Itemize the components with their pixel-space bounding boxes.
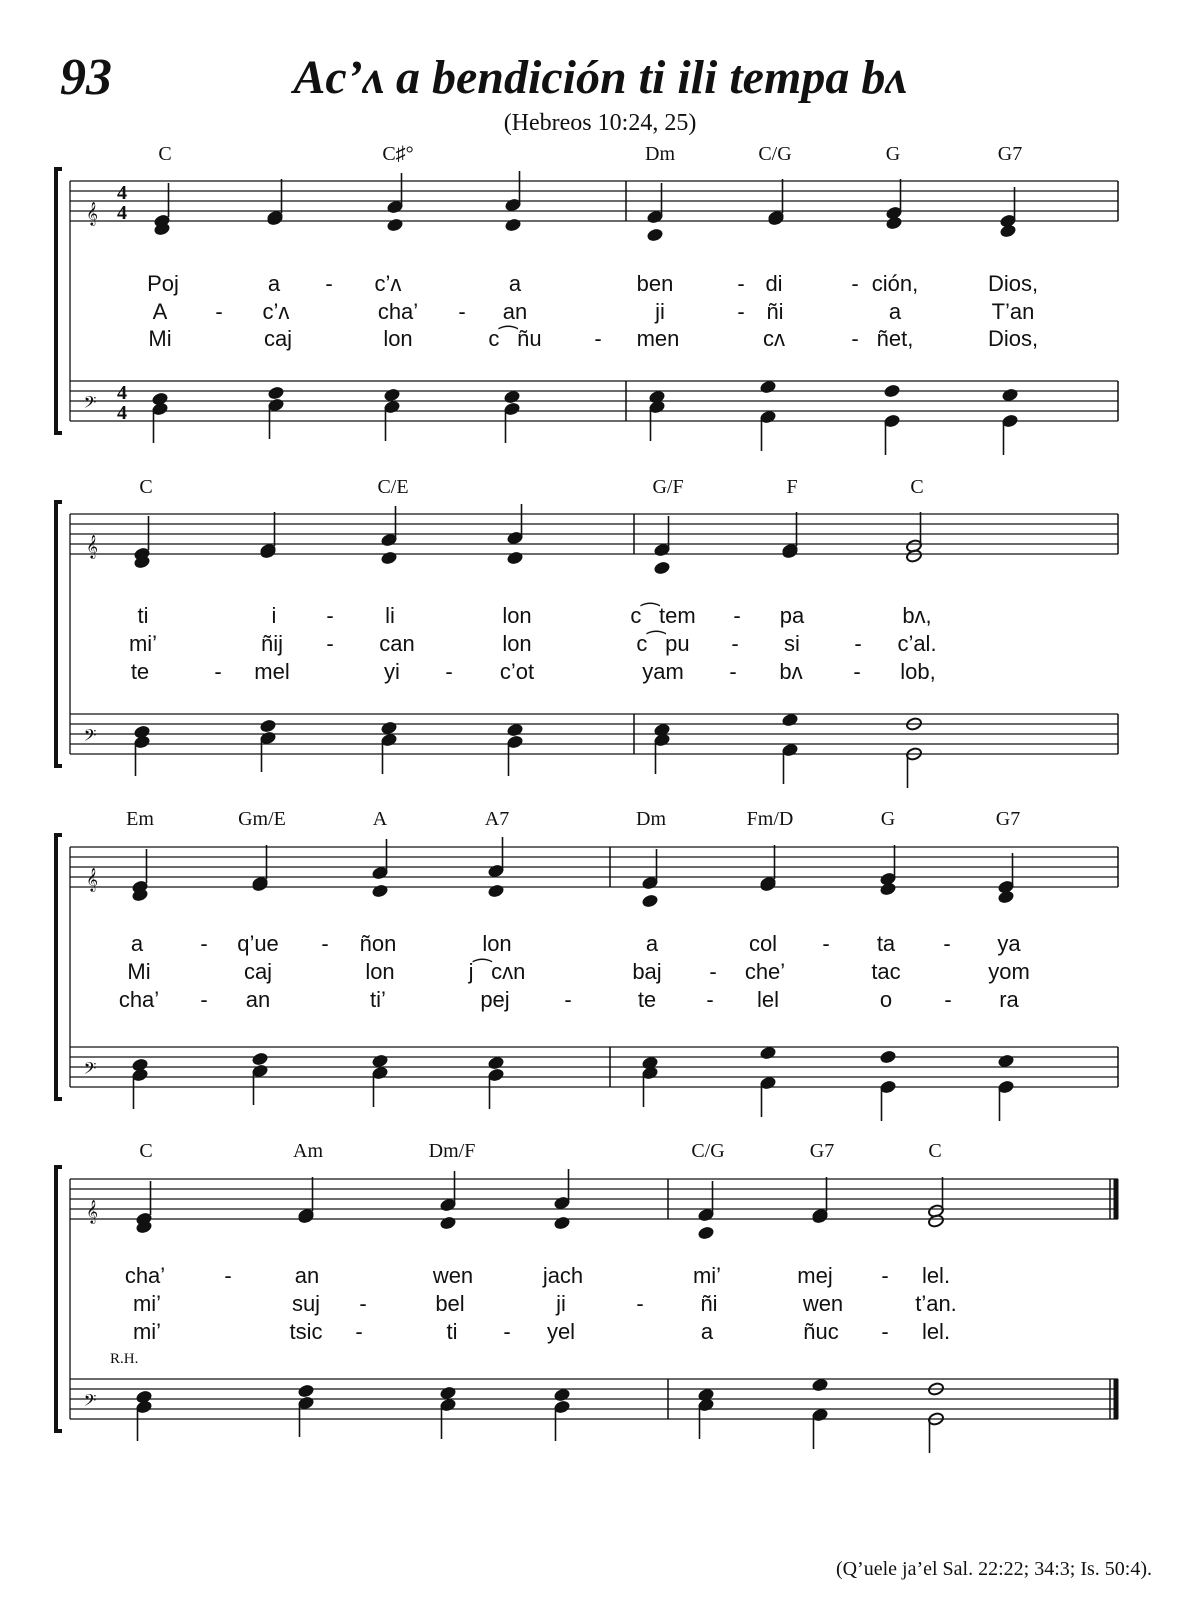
- system-2-bass-clef-icon: 𝄢: [83, 727, 97, 749]
- system-2-lyric-verse-1: -: [733, 603, 741, 628]
- system-2-lyric-verse-1: c⁀tem: [630, 603, 696, 628]
- system-4-chord-symbol: Am: [293, 1140, 323, 1162]
- system-3-chord-symbol: G: [880, 808, 896, 830]
- system-4-bass-note: [812, 1378, 829, 1392]
- system-1-lyric-verse-1: a: [508, 271, 522, 296]
- system-1-bass-note: [268, 386, 285, 400]
- system-1-bass-note: [384, 388, 401, 402]
- system-4-lyric-verse-3: a: [700, 1319, 714, 1344]
- system-1-lyric-verse-3: cʌ: [763, 326, 785, 351]
- system-1-bass-note: [1002, 388, 1019, 402]
- system-4-lyric-verse-1: jach: [542, 1263, 584, 1288]
- system-1-lyric-verse-1: -: [325, 271, 333, 296]
- system-3-lyric-verse-2: tac: [871, 959, 901, 984]
- system-4-lyric-verse-3: yel: [546, 1319, 576, 1344]
- system-2-chord-symbol: F: [786, 476, 798, 498]
- system-4-treble-note: [440, 1216, 457, 1230]
- system-1-lyric-verse-3: Dios,: [987, 326, 1039, 351]
- system-1-lyric-verse-1: ben: [636, 271, 674, 296]
- system-3-lyric-verse-2: baj: [632, 959, 662, 984]
- system-3-lyric-verse-1: a: [130, 931, 144, 956]
- system-3-treble-note: [488, 884, 505, 898]
- system-3-lyric-verse-3: an: [245, 987, 271, 1012]
- system-1-lyric-verse-2: ji: [655, 299, 665, 324]
- system-3-lyric-verse-2: -: [709, 959, 717, 984]
- system-3-lyric-verse-2: che’: [744, 959, 786, 984]
- system-3-lyric-verse-3: lel: [756, 987, 780, 1012]
- system-2-bass-note: [260, 719, 277, 733]
- system-2-lyric-verse-3: lob,: [900, 659, 936, 684]
- system-3-lyric-verse-3: -: [706, 987, 714, 1012]
- system-2-chord-symbol: C: [910, 476, 924, 498]
- system-4-lyric-verse-1: lel.: [921, 1263, 951, 1288]
- system-2-bass-note: [507, 723, 524, 737]
- system-1-lyric-verse-3: -: [851, 326, 859, 351]
- system-2-lyric-verse-3: yam: [642, 659, 684, 684]
- system-2-bass-note: [381, 721, 398, 735]
- system-4-bass-note: [440, 1386, 457, 1400]
- system-2-lyric-verse-2: -: [326, 631, 334, 656]
- system-4-lyric-verse-3: ñuc: [803, 1319, 839, 1344]
- system-3-treble-note: [998, 890, 1015, 904]
- system-3-brace: [56, 835, 62, 1099]
- system-2-brace: [56, 502, 62, 766]
- system-3-lyric-verse-2: Mi: [127, 959, 151, 984]
- system-3-lyric-verse-1: -: [321, 931, 329, 956]
- system-2-lyric-verse-2: -: [731, 631, 739, 656]
- system-4-bass-note: [298, 1384, 315, 1398]
- system-4-lyric-verse-2: wen: [802, 1291, 844, 1316]
- system-2-chord-symbol: C/E: [377, 476, 409, 498]
- system-2-lyric-verse-2: lon: [502, 631, 532, 656]
- system-4-lyric-verse-3: -: [355, 1319, 363, 1344]
- system-4-lyric-verse-1: an: [294, 1263, 320, 1288]
- system-2-lyric-verse-1: -: [326, 603, 334, 628]
- system-3-lyric-verse-1: ta: [876, 931, 896, 956]
- system-2-lyric-verse-1: ti: [137, 603, 149, 628]
- system-3-chord-symbol: A: [372, 808, 388, 830]
- system-3-bass-note: [880, 1050, 897, 1064]
- right-hand-marking: R.H.: [110, 1351, 139, 1367]
- system-1-treble-note: [647, 228, 664, 242]
- system-2-lyric-verse-3: te: [130, 659, 150, 684]
- system-2-treble-note: [507, 551, 524, 565]
- system-3-bass-note: [252, 1052, 269, 1066]
- system-4-lyric-verse-2: suj: [291, 1291, 321, 1316]
- system-3-chord-symbol: Gm/E: [238, 808, 286, 830]
- system-1-chord-symbol: G: [885, 143, 901, 165]
- system-4-lyric-verse-3: ti: [446, 1319, 458, 1344]
- system-4-lyric-verse-1: cha’: [124, 1263, 166, 1288]
- system-1-lyric-verse-1: -: [851, 271, 859, 296]
- system-1-lyric-verse-1: di: [765, 271, 783, 296]
- system-3-chord-symbol: G7: [995, 808, 1021, 830]
- system-1-lyric-verse-1: ción,: [871, 271, 919, 296]
- system-2-lyric-verse-2: ñij: [260, 631, 284, 656]
- system-3-treble-note: [642, 894, 659, 908]
- system-3-lyric-verse-1: ñon: [359, 931, 397, 956]
- system-4-lyric-verse-1: mej: [797, 1263, 833, 1288]
- system-2-lyric-verse-1: i: [271, 603, 277, 628]
- system-4-lyric-verse-3: mi’: [132, 1319, 162, 1344]
- system-1-lyric-verse-2: A: [152, 299, 168, 324]
- system-1-treble-clef-icon: 𝄞: [86, 203, 98, 225]
- system-2-lyric-verse-1: pa: [779, 603, 805, 628]
- system-2-lyric-verse-3: yi: [384, 659, 400, 684]
- time-signature-bottom: 4: [117, 202, 127, 224]
- scripture-reference: (Hebreos 10:24, 25): [503, 110, 697, 136]
- system-3-lyric-verse-2: lon: [365, 959, 395, 984]
- system-3-lyric-verse-3: ra: [999, 987, 1019, 1012]
- system-2-treble-note: [654, 561, 671, 575]
- system-2-lyric-verse-3: -: [853, 659, 861, 684]
- system-4-bass-note: [554, 1388, 571, 1402]
- system-2-lyric-verse-3: -: [214, 659, 222, 684]
- system-3-lyric-verse-2: caj: [243, 959, 273, 984]
- system-4-treble-clef-icon: 𝄞: [86, 1201, 98, 1223]
- system-2-treble-clef-icon: 𝄞: [86, 536, 98, 558]
- system-4-lyric-verse-3: tsic: [289, 1319, 323, 1344]
- system-4-chord-symbol: C: [928, 1140, 942, 1162]
- system-3-lyric-verse-3: o: [879, 987, 893, 1012]
- system-3-lyric-verse-1: -: [822, 931, 830, 956]
- system-3-lyric-verse-1: lon: [482, 931, 512, 956]
- system-3-treble-note: [880, 882, 897, 896]
- system-3-chord-symbol: A7: [484, 808, 510, 830]
- hymn-title: Acʼʌ a bendición ti ili tempa bʌ: [293, 51, 907, 104]
- system-1-lyric-verse-3: Mi: [148, 326, 172, 351]
- system-3-treble-clef-icon: 𝄞: [86, 869, 98, 891]
- system-1-lyric-verse-3: lon: [383, 326, 413, 351]
- system-4-lyric-verse-2: ñi: [700, 1291, 718, 1316]
- system-1-treble-note: [1000, 224, 1017, 238]
- system-4-treble-note: [698, 1226, 715, 1240]
- system-3-lyric-verse-1: -: [943, 931, 951, 956]
- time-signature-top: 4: [117, 182, 127, 204]
- system-3-lyric-verse-3: cha’: [118, 987, 160, 1012]
- system-2-lyric-verse-3: -: [445, 659, 453, 684]
- system-4-chord-symbol: G7: [809, 1140, 835, 1162]
- footnote-reference: (Q’uele ja’el Sal. 22:22; 34:3; Is. 50:4).: [835, 1558, 1152, 1580]
- system-3-chord-symbol: Fm/D: [746, 808, 794, 830]
- system-4-lyric-verse-3: lel.: [921, 1319, 951, 1344]
- system-1-lyric-verse-3: men: [636, 326, 680, 351]
- system-2-lyric-verse-3: mel: [254, 659, 290, 684]
- system-4-chord-symbol: C/G: [691, 1140, 725, 1162]
- system-4-lyric-verse-1: -: [224, 1263, 232, 1288]
- system-1-chord-symbol: C♯°: [382, 143, 414, 165]
- system-1-bass-clef-icon: 𝄢: [83, 394, 97, 416]
- system-1-lyric-verse-2: ñi: [766, 299, 784, 324]
- system-3-bass-note: [760, 1046, 777, 1060]
- system-1-lyric-verse-3: c⁀ñu: [488, 326, 542, 351]
- system-1-brace: [56, 169, 62, 433]
- system-3-lyric-verse-1: q’ue: [237, 931, 279, 956]
- system-4-lyric-verse-3: -: [881, 1319, 889, 1344]
- system-1-lyric-verse-3: -: [594, 326, 602, 351]
- system-3-treble-note: [372, 884, 389, 898]
- hymn-number: 93: [60, 49, 112, 106]
- system-4-treble-note: [554, 1216, 571, 1230]
- time-signature-top: 4: [117, 382, 127, 404]
- system-1-bass-note: [760, 380, 777, 394]
- system-2-lyric-verse-1: lon: [502, 603, 532, 628]
- system-1-chord-symbol: C: [158, 143, 172, 165]
- system-1-lyric-verse-3: ñet,: [876, 326, 914, 351]
- system-3-lyric-verse-2: yom: [988, 959, 1030, 984]
- system-1-treble-note: [387, 218, 404, 232]
- system-1-lyric-verse-1: -: [737, 271, 745, 296]
- system-1-lyric-verse-1: c’ʌ: [374, 271, 402, 296]
- system-4-bass-clef-icon: 𝄢: [83, 1392, 97, 1414]
- system-3-lyric-verse-1: col: [748, 931, 778, 956]
- system-1-treble-note: [886, 216, 903, 230]
- system-1-treble-note: [505, 218, 522, 232]
- system-2-lyric-verse-2: can: [379, 631, 415, 656]
- system-1-lyric-verse-2: an: [502, 299, 528, 324]
- system-1-lyric-verse-2: -: [737, 299, 745, 324]
- system-4-lyric-verse-1: wen: [432, 1263, 474, 1288]
- time-signature-bottom: 4: [117, 402, 127, 424]
- system-1-lyric-verse-2: -: [458, 299, 466, 324]
- system-2-lyric-verse-2: c⁀pu: [636, 631, 690, 656]
- system-2-chord-symbol: G/F: [652, 476, 684, 498]
- system-1-lyric-verse-1: a: [267, 271, 281, 296]
- system-3-chord-symbol: Dm: [636, 808, 666, 830]
- system-4-chord-symbol: Dm/F: [428, 1140, 476, 1162]
- system-3-bass-note: [488, 1056, 505, 1070]
- system-1-lyric-verse-2: T’an: [991, 299, 1035, 324]
- system-1-lyric-verse-1: Poj: [147, 271, 179, 296]
- system-4-lyric-verse-3: -: [503, 1319, 511, 1344]
- system-3-lyric-verse-3: -: [944, 987, 952, 1012]
- system-2-lyric-verse-1: bʌ,: [902, 603, 932, 628]
- system-1-lyric-verse-2: a: [888, 299, 902, 324]
- system-2-lyric-verse-3: -: [729, 659, 737, 684]
- system-2-lyric-verse-2: -: [854, 631, 862, 656]
- system-2-lyric-verse-3: c’ot: [499, 659, 535, 684]
- system-2-lyric-verse-2: c’al.: [897, 631, 937, 656]
- system-1-lyric-verse-1: Dios,: [987, 271, 1039, 296]
- system-2-bass-note: [782, 713, 799, 727]
- system-2-lyric-verse-2: si: [784, 631, 800, 656]
- system-3-lyric-verse-3: -: [564, 987, 572, 1012]
- system-1-chord-symbol: Dm: [645, 143, 675, 165]
- system-2-lyric-verse-1: li: [385, 603, 395, 628]
- system-3-bass-note: [998, 1054, 1015, 1068]
- system-3-lyric-verse-1: -: [200, 931, 208, 956]
- system-2-lyric-verse-3: bʌ: [779, 659, 803, 684]
- system-4-lyric-verse-2: -: [636, 1291, 644, 1316]
- system-4-lyric-verse-2: t’an.: [915, 1291, 957, 1316]
- system-3-lyric-verse-3: ti’: [370, 987, 386, 1012]
- system-1-lyric-verse-2: -: [215, 299, 223, 324]
- system-3-bass-clef-icon: 𝄢: [83, 1060, 97, 1082]
- system-3-lyric-verse-3: -: [200, 987, 208, 1012]
- system-1-chord-symbol: C/G: [758, 143, 792, 165]
- system-3-lyric-verse-1: a: [645, 931, 659, 956]
- system-1-chord-symbol: G7: [997, 143, 1023, 165]
- system-3-chord-symbol: Em: [126, 808, 154, 830]
- system-4-chord-symbol: C: [139, 1140, 153, 1162]
- system-2-treble-note: [381, 551, 398, 565]
- system-2-chord-symbol: C: [139, 476, 153, 498]
- system-3-lyric-verse-1: ya: [997, 931, 1021, 956]
- system-3-bass-note: [372, 1054, 389, 1068]
- system-1-lyric-verse-3: caj: [263, 326, 293, 351]
- system-1-bass-note: [884, 384, 901, 398]
- system-4-lyric-verse-1: -: [881, 1263, 889, 1288]
- system-4-lyric-verse-2: bel: [435, 1291, 465, 1316]
- system-3-lyric-verse-3: pej: [480, 987, 510, 1012]
- system-1-lyric-verse-2: cha’: [377, 299, 419, 324]
- system-4-brace: [56, 1167, 62, 1431]
- system-1-bass-note: [504, 390, 521, 404]
- system-4-lyric-verse-2: ji: [556, 1291, 566, 1316]
- system-2-lyric-verse-2: mi’: [128, 631, 158, 656]
- system-4-lyric-verse-1: mi’: [692, 1263, 722, 1288]
- system-4-lyric-verse-2: mi’: [132, 1291, 162, 1316]
- system-3-lyric-verse-2: j⁀cʌn: [468, 959, 526, 984]
- system-3-lyric-verse-3: te: [637, 987, 657, 1012]
- system-1-lyric-verse-2: c’ʌ: [262, 299, 290, 324]
- system-4-lyric-verse-2: -: [359, 1291, 367, 1316]
